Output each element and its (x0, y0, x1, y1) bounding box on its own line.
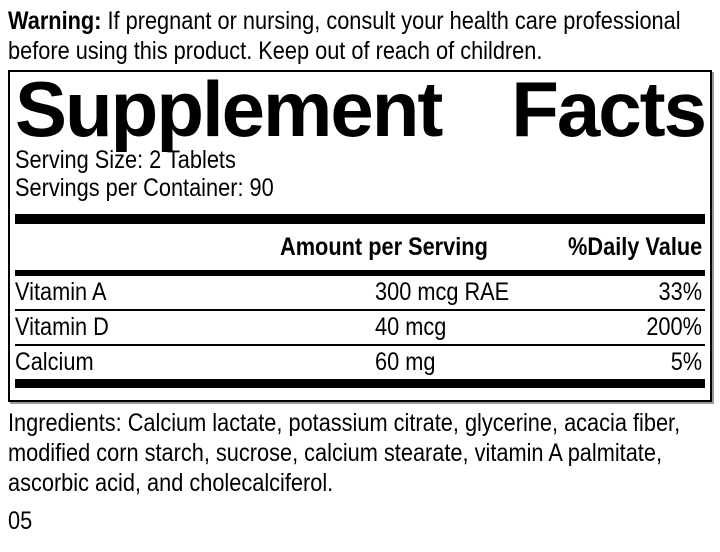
divider-thick-bottom (15, 379, 705, 388)
panel-title-word-1: Supplement (15, 65, 442, 153)
nutrient-amount: 40 mcg (375, 313, 447, 341)
warning-text (8, 6, 712, 66)
column-header-daily-value: %Daily Value (567, 232, 702, 261)
nutrient-daily-value: 5% (670, 348, 702, 376)
nutrient-name: Calcium (15, 348, 94, 376)
nutrient-name: Vitamin A (15, 278, 107, 306)
column-header-amount: Amount per Serving (280, 232, 488, 261)
warning-line-1 (8, 6, 712, 36)
ingredients-line-2: modified corn starch, sucrose, calcium stearate, vitamin A palmitate, (8, 439, 662, 467)
table-header-row (15, 224, 705, 270)
supplement-label-page (0, 6, 720, 552)
nutrient-daily-value: 200% (646, 313, 702, 341)
panel-title-word-2: Facts (511, 65, 705, 153)
nutrient-amount: 60 mg (375, 348, 436, 376)
warning-label: Warning: (8, 7, 102, 35)
servings-per-container: Servings per Container: 90 (15, 174, 274, 202)
supplement-facts-panel (8, 65, 712, 402)
lot-code: 05 (8, 507, 33, 535)
ingredients-line-3: ascorbic acid, and cholecalciferol. (8, 469, 334, 497)
ingredients-line-1: Ingredients: Calcium lactate, potassium citrate, glycerine, acacia fiber, (8, 409, 681, 437)
nutrient-daily-value: 33% (658, 278, 702, 306)
nutrient-amount: 300 mcg RAE (375, 278, 510, 306)
divider-thick-top (15, 214, 705, 224)
nutrient-name: Vitamin D (15, 313, 109, 341)
warning-line-2: before using this product. Keep out of reach of children. (8, 37, 543, 65)
warning-line-1-text: If pregnant or nursing, consult your health care professional (107, 7, 681, 35)
panel-title (15, 65, 705, 153)
serving-size: Serving Size: 2 Tablets (15, 146, 236, 174)
table-row-vitamin-a (15, 276, 705, 311)
table-row-vitamin-d (15, 311, 705, 346)
ingredients-text (8, 408, 712, 498)
table-row-calcium (15, 346, 705, 379)
